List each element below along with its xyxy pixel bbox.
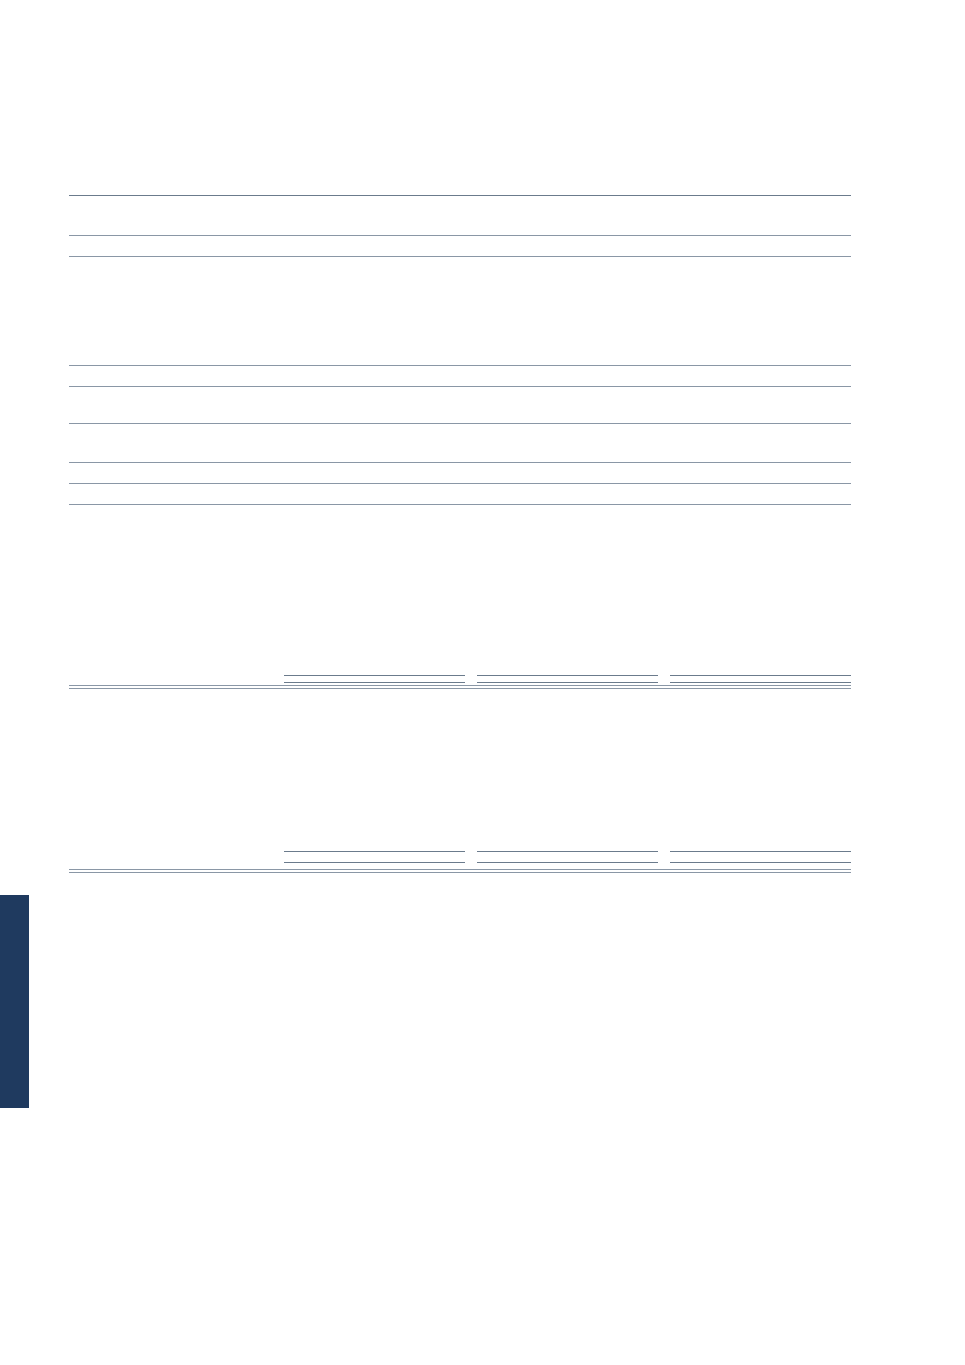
cell-2018 (756, 387, 851, 406)
row-label (69, 870, 284, 873)
cell-value (670, 686, 761, 689)
cell-2019 (664, 275, 756, 293)
cell-2020 (614, 293, 664, 311)
cell-2018 (756, 484, 851, 505)
cell-2018 (756, 293, 851, 311)
cell-2019 (664, 257, 756, 276)
table-row (69, 686, 851, 689)
cell-2018 (756, 217, 851, 236)
cell-value (567, 686, 658, 689)
cell-2020 (614, 311, 664, 329)
cell-2019 (664, 217, 756, 236)
cell-2020 (614, 236, 664, 257)
table-row (69, 424, 851, 445)
page-footer (69, 1309, 81, 1321)
spacer (465, 676, 477, 683)
cell-2018 (756, 257, 851, 276)
row-label (69, 196, 614, 218)
cell-2018 (756, 405, 851, 424)
cell-2020 (614, 424, 664, 445)
eps-attributable-table (69, 673, 851, 689)
row-label (69, 257, 614, 276)
cell-2019 (664, 293, 756, 311)
cell-2019 (664, 444, 756, 463)
row-label (69, 311, 614, 329)
cell-value (374, 870, 465, 873)
table-row (69, 387, 851, 406)
row-label (69, 275, 614, 293)
cell-2019 (664, 463, 756, 484)
cell-2020 (614, 405, 664, 424)
table-row (69, 463, 851, 484)
spacer (658, 852, 670, 863)
diluted-header (567, 852, 658, 863)
cell-value (477, 870, 568, 873)
row-label (69, 387, 614, 406)
cell-2019 (664, 196, 756, 218)
row-label (69, 463, 614, 484)
cell-2018 (756, 424, 851, 445)
cell-value (284, 686, 375, 689)
table-row (69, 484, 851, 505)
table-row (69, 293, 851, 311)
row-label (69, 293, 614, 311)
cell-value (670, 870, 761, 873)
cell-value (374, 686, 465, 689)
section-tab (0, 895, 29, 1108)
table-row (69, 405, 851, 424)
cell-2020 (614, 329, 664, 347)
cell-2020 (614, 257, 664, 276)
spacer (69, 676, 284, 683)
cell-2018 (756, 347, 851, 366)
row-label (69, 484, 614, 505)
spacer (465, 686, 477, 689)
table-row (69, 347, 851, 366)
cell-2018 (756, 329, 851, 347)
spacer (658, 870, 670, 873)
diluted-header (374, 852, 465, 863)
cell-2019 (664, 329, 756, 347)
basic-header (670, 676, 761, 683)
cell-2020 (614, 275, 664, 293)
row-label (69, 366, 614, 387)
row-label (69, 405, 614, 424)
cell-2019 (664, 424, 756, 445)
spacer (69, 852, 284, 863)
diluted-header (760, 852, 851, 863)
subheader-row (69, 676, 851, 683)
cell-2018 (756, 275, 851, 293)
cell-2019 (664, 366, 756, 387)
spacer (465, 870, 477, 873)
cell-2020 (614, 463, 664, 484)
diluted-header (374, 676, 465, 683)
cell-value (567, 870, 658, 873)
spacer (658, 676, 670, 683)
cell-value (760, 870, 851, 873)
table-row (69, 236, 851, 257)
cell-2020 (614, 387, 664, 406)
diluted-header (760, 676, 851, 683)
spacer (465, 852, 477, 863)
table-row (69, 257, 851, 276)
table-row (69, 275, 851, 293)
cell-2019 (664, 387, 756, 406)
spacer (658, 686, 670, 689)
row-label (69, 347, 614, 366)
weighted-shares-table (69, 849, 851, 873)
cell-2020 (614, 484, 664, 505)
row-label (69, 424, 614, 445)
cell-2020 (614, 444, 664, 463)
cell-value (477, 686, 568, 689)
cell-2018 (756, 311, 851, 329)
table-row (69, 311, 851, 329)
cell-value (284, 870, 375, 873)
cell-2019 (664, 236, 756, 257)
cell-2020 (614, 347, 664, 366)
basic-header (477, 852, 568, 863)
basic-header (284, 852, 375, 863)
row-label (69, 444, 614, 463)
finance-cost-table (69, 193, 851, 505)
cell-2020 (614, 366, 664, 387)
table-row (69, 870, 851, 873)
table-row (69, 329, 851, 347)
basic-header (670, 852, 761, 863)
row-label (69, 217, 614, 236)
cell-2019 (664, 347, 756, 366)
basic-header (477, 676, 568, 683)
basic-header (284, 676, 375, 683)
diluted-header (567, 676, 658, 683)
cell-2018 (756, 463, 851, 484)
cell-2020 (614, 217, 664, 236)
table-row (69, 217, 851, 236)
cell-2019 (664, 484, 756, 505)
cell-2018 (756, 444, 851, 463)
row-label (69, 329, 614, 347)
cell-2020 (614, 196, 664, 218)
section-10-title (69, 559, 106, 574)
row-label (69, 236, 614, 257)
table-row (69, 196, 851, 218)
cell-2018 (756, 236, 851, 257)
cell-2019 (664, 311, 756, 329)
cell-2019 (664, 405, 756, 424)
section-9-title (69, 136, 106, 151)
subheader-row (69, 852, 851, 863)
cell-value (760, 686, 851, 689)
table-row (69, 366, 851, 387)
row-label (69, 686, 284, 689)
cell-2018 (756, 366, 851, 387)
cell-2018 (756, 196, 851, 218)
table-row (69, 444, 851, 463)
